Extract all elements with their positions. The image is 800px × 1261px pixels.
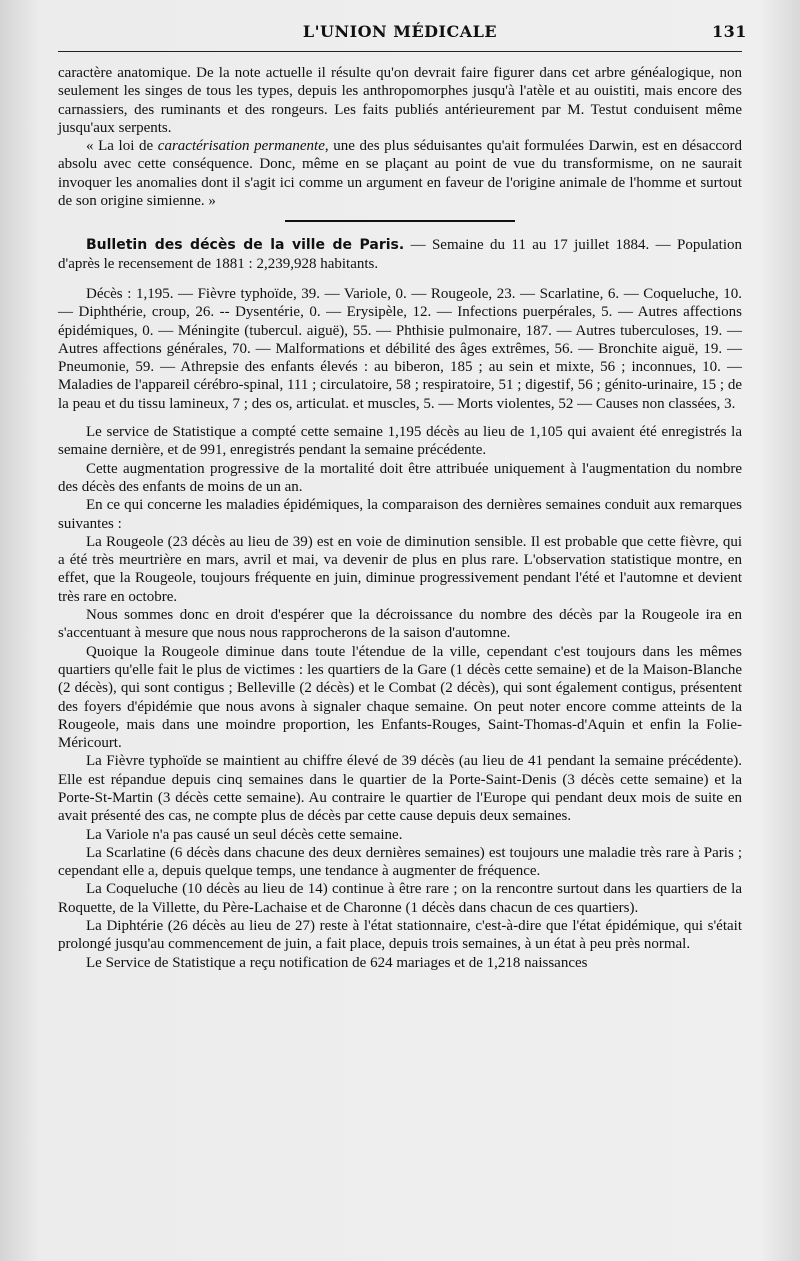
spacer [58,413,742,423]
running-header [58,18,747,51]
bulletin-subtitle: — Semaine du 11 au 17 juillet 1884. — Population d'après le recensement de 1881 : 2,239,928 habitants. [58,237,742,272]
quote-start: « La loi de [86,138,158,155]
paragraph-naissances: Le Service de Statistique a reçu notification de 624 mariages et de 1,218 naissances [86,954,588,971]
paragraph-anatomy: caractère anatomique. De la note actuelle il résulte qu'on devrait faire figurer dans cet arbre généalogique, non seulement les singes de tous les types, depuis les anthropomorphes jusqu'à l'atèle et au ouistiti, mais encore des carnassiers, des ruminants et des rongeurs. Les faits publiés antérieurement par M. Testut conduisent même jusqu'aux serpents. [58,65,742,136]
journal-title: L'UNION MÉDICALE [302,22,498,41]
paragraph-scarlatine: La Scarlatine (6 décès dans chacune des deux dernières semaines) est toujours une maladie très rare à Paris ; cependant elle a, depuis quelque temps, une tendance à augmenter de fréquence. [58,844,742,880]
quote-italic: caractérisation permanente [157,138,325,155]
paragraph-statistics: Le service de Statistique a compté cette semaine 1,195 décès au lieu de 1,105 qui avaient été enregistrés la semaine dernière, et de 991, enregistrés pendant la semaine précédente. [58,424,742,459]
paragraph-coqueluche: La Coqueluche (10 décès au lieu de 14) continue à être rare ; on la rencontre surtout dans les quartiers de la Roquette, de la Villette, du Père-Lachaise et de Charonne (1 décès dans chacun de ces quartiers). [58,881,742,916]
deaths-summary: Décès : 1,195. — Fièvre typhoïde, 39. — Variole, 0. — Rougeole, 23. — Scarlatine, 6. — Coqueluche, 10. — Diphthérie, croup, 26. -- Dysentérie, 0. — Erysipèle, 12. — Infections puerpérales, 5. — Autres affections épidémiques, 0. — Méningite (tubercul. aiguë), 55. — Phthisie pulmonaire, 187. — Autres tuberculoses, 19. — Autres affections générales, 70. — Malformations et débilité des âges extrêmes, 56. — Bronchite aiguë, 19. — Pneumonie, 59. — Athrepsie des enfants élevés : au biberon, 185 ; au sein et mixte, 56 ; inconnues, 10. — Maladies de l'appareil cérébro-spinal, 111 ; circulatoire, 58 ; respiratoire, 51 ; digestif, 56 ; génito-urinaire, 15 ; de la peau et du tissu lamineux, 7 ; des os, articulat. et muscles, 5. — Morts violentes, 52 — Causes non classées, 3. [58,285,742,412]
paragraph-rougeole: La Rougeole (23 décès au lieu de 39) est en voie de diminution sensible. Il est probable que cette fièvre, qui a été très meurtrière en mars, avril et mai, va devenir de plus en plus rare. L'observation statistique montre, en effet, que la Rougeole, toujours fréquente en juin, diminue progressivement pendant l'été et l'automne et devient très rare en octobre. [58,533,742,605]
paragraph-rougeole-quarters: Quoique la Rougeole diminue dans toute l'étendue de la ville, cependant c'est toujours dans les mêmes quartiers qu'elle fait le plus de victimes : les quartiers de la Gare (1 décès cette semaine) et de la Maison-Blanche (2 décès), qui sont contigus ; Belleville (2 décès) et le Combat (2 décès), qui sont également contigus, présentent des foyers d'épidémie que nous avons à signaler chaque semaine. On peut noter encore comme atteints de la Rougeole, mais dans une moindre proportion, les Enfants-Rouges, Saint-Thomas-d'Aquin et enfin la Folie-Méricourt. [58,643,742,752]
paragraph-variole: La Variole n'a pas causé un seul décès cette semaine. [86,826,403,843]
paragraph-darwin-quote [58,137,742,210]
quote-end: , une des plus séduisantes qu'ait formulées Darwin, est en désaccord absolu avec cette conséquence. Donc, même en se plaçant au point de vue du transformisme, on ne saurait invoquer les anomalies dont il s'agit ici comme un argument en faveur de l'origine animale de l'homme et surtout de son origine simienne. » [58,138,742,210]
header-rule [58,51,742,52]
page-number: 131 [712,22,747,41]
bulletin-title: Bulletin des décès de la ville de Paris. [86,237,405,254]
paragraph-rougeole-hope: Nous sommes donc en droit d'espérer que la décroissance du nombre des décès par la Rougeole ira en s'accentuant à mesure que nous nous rapprocherons de la saison d'automne. [58,607,742,642]
section-separator [285,220,515,222]
bulletin-heading [58,236,742,273]
paragraph-epidemic: En ce qui concerne les maladies épidémiques, la comparaison des dernières semaines conduit aux remarques suivantes : [58,497,742,532]
paragraph-typhoide: La Fièvre typhoïde se maintient au chiffre élevé de 39 décès (au lieu de 41 pendant la semaine précédente). Elle est répandue depuis cinq semaines dans le quartier de la Porte-Saint-Denis (3 décès cette semaine) et la Porte-St-Martin (3 décès cette semaine). Au contraire le quartier de l'Europe qui pendant deux mois de suite en avait présenté des cas, ne compte plus de décès par cette cause depuis deux semaines. [58,753,742,825]
paragraph-mortality: Cette augmentation progressive de la mortalité doit être attribuée uniquement à l'augmentation du nombre des décès des enfants de moins de un an. [58,460,742,495]
paragraph-diphterie: La Diphtérie (26 décès au lieu de 27) reste à l'état stationnaire, c'est-à-dire que l'état épidémique, qui s'était prolongé jusqu'au commencement de juin, a fait place, depuis trois semaines, à un état à peu près normal. [58,918,742,953]
